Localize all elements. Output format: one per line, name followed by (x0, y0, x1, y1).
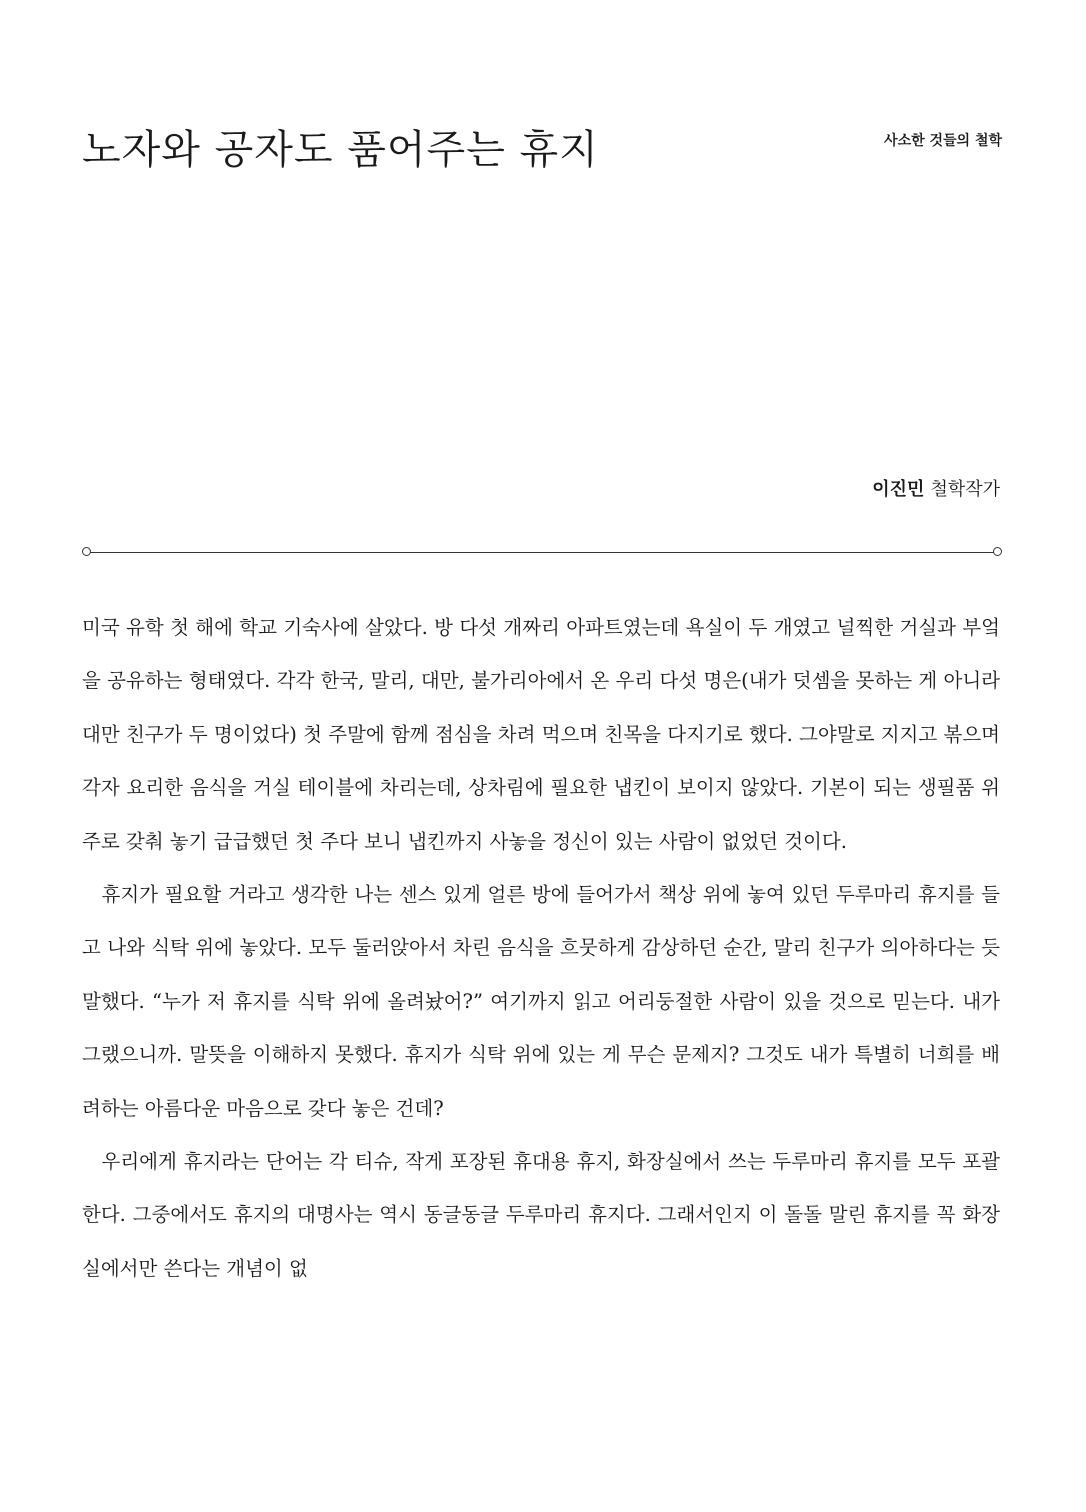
divider-left-circle-icon (82, 547, 91, 556)
paragraph-1: 미국 유학 첫 해에 학교 기숙사에 살았다. 방 다섯 개짜리 아파트였는데 욕실이 두 개였고 널찍한 거실과 부엌을 공유하는 형태였다. 각각 한국, 말리, 대만, 불가리아에서 온 우리 다섯 명은(내가 덧셈을 못하는 게 아니라 대만 친구가 두 명이었다) 첫 주말에 함께 점심을 차려 먹으며 친목을 다지기로 했다. 그야말로 지지고 볶으며 각자 요리한 음식을 거실 테이블에 차리는데, 상차림에 필요한 냅킨이 보이지 않았다. 기본이 되는 생필품 위주로 갖춰 놓기 급급했던 첫 주다 보니 냅킨까지 사놓을 정신이 있는 사람이 없었던 것이다. (82, 616, 1000, 853)
article-body (82, 601, 1000, 1295)
series-label: 사소한 것들의 철학 (884, 133, 1002, 149)
paragraph-2: 휴지가 필요할 거라고 생각한 나는 센스 있게 얼른 방에 들어가서 책상 위에 놓여 있던 두루마리 휴지를 들고 나와 식탁 위에 놓았다. 모두 둘러앉아서 차린 음식을 흐뭇하게 감상하던 순간, 말리 친구가 의아하다는 듯 말했다. “누가 저 휴지를 식탁 위에 올려놨어?” 여기까지 읽고 어리둥절한 사람이 있을 것으로 믿는다. 내가 그랬으니까. 말뜻을 이해하지 못했다. 휴지가 식탁 위에 있는 게 무슨 문제지? 그것도 내가 특별히 너희를 배려하는 아름다운 마음으로 갖다 놓은 건데? (82, 883, 1000, 1120)
byline (872, 478, 1000, 502)
author-role: 철학작가 (930, 479, 1000, 500)
paragraph-3: 우리에게 휴지라는 단어는 각 티슈, 작게 포장된 휴대용 휴지, 화장실에서 쓰는 두루마리 휴지를 모두 포괄한다. 그중에서도 휴지의 대명사는 역시 동글동글 두루마리 휴지다. 그래서인지 이 돌돌 말린 휴지를 꼭 화장실에서만 쓴다는 개념이 없 (82, 1150, 1000, 1280)
author-name: 이진민 (872, 479, 925, 500)
article-title: 노자와 공자도 품어주는 휴지 (82, 127, 599, 173)
divider-line (88, 552, 996, 553)
section-divider (82, 546, 1002, 560)
divider-right-circle-icon (993, 547, 1002, 556)
